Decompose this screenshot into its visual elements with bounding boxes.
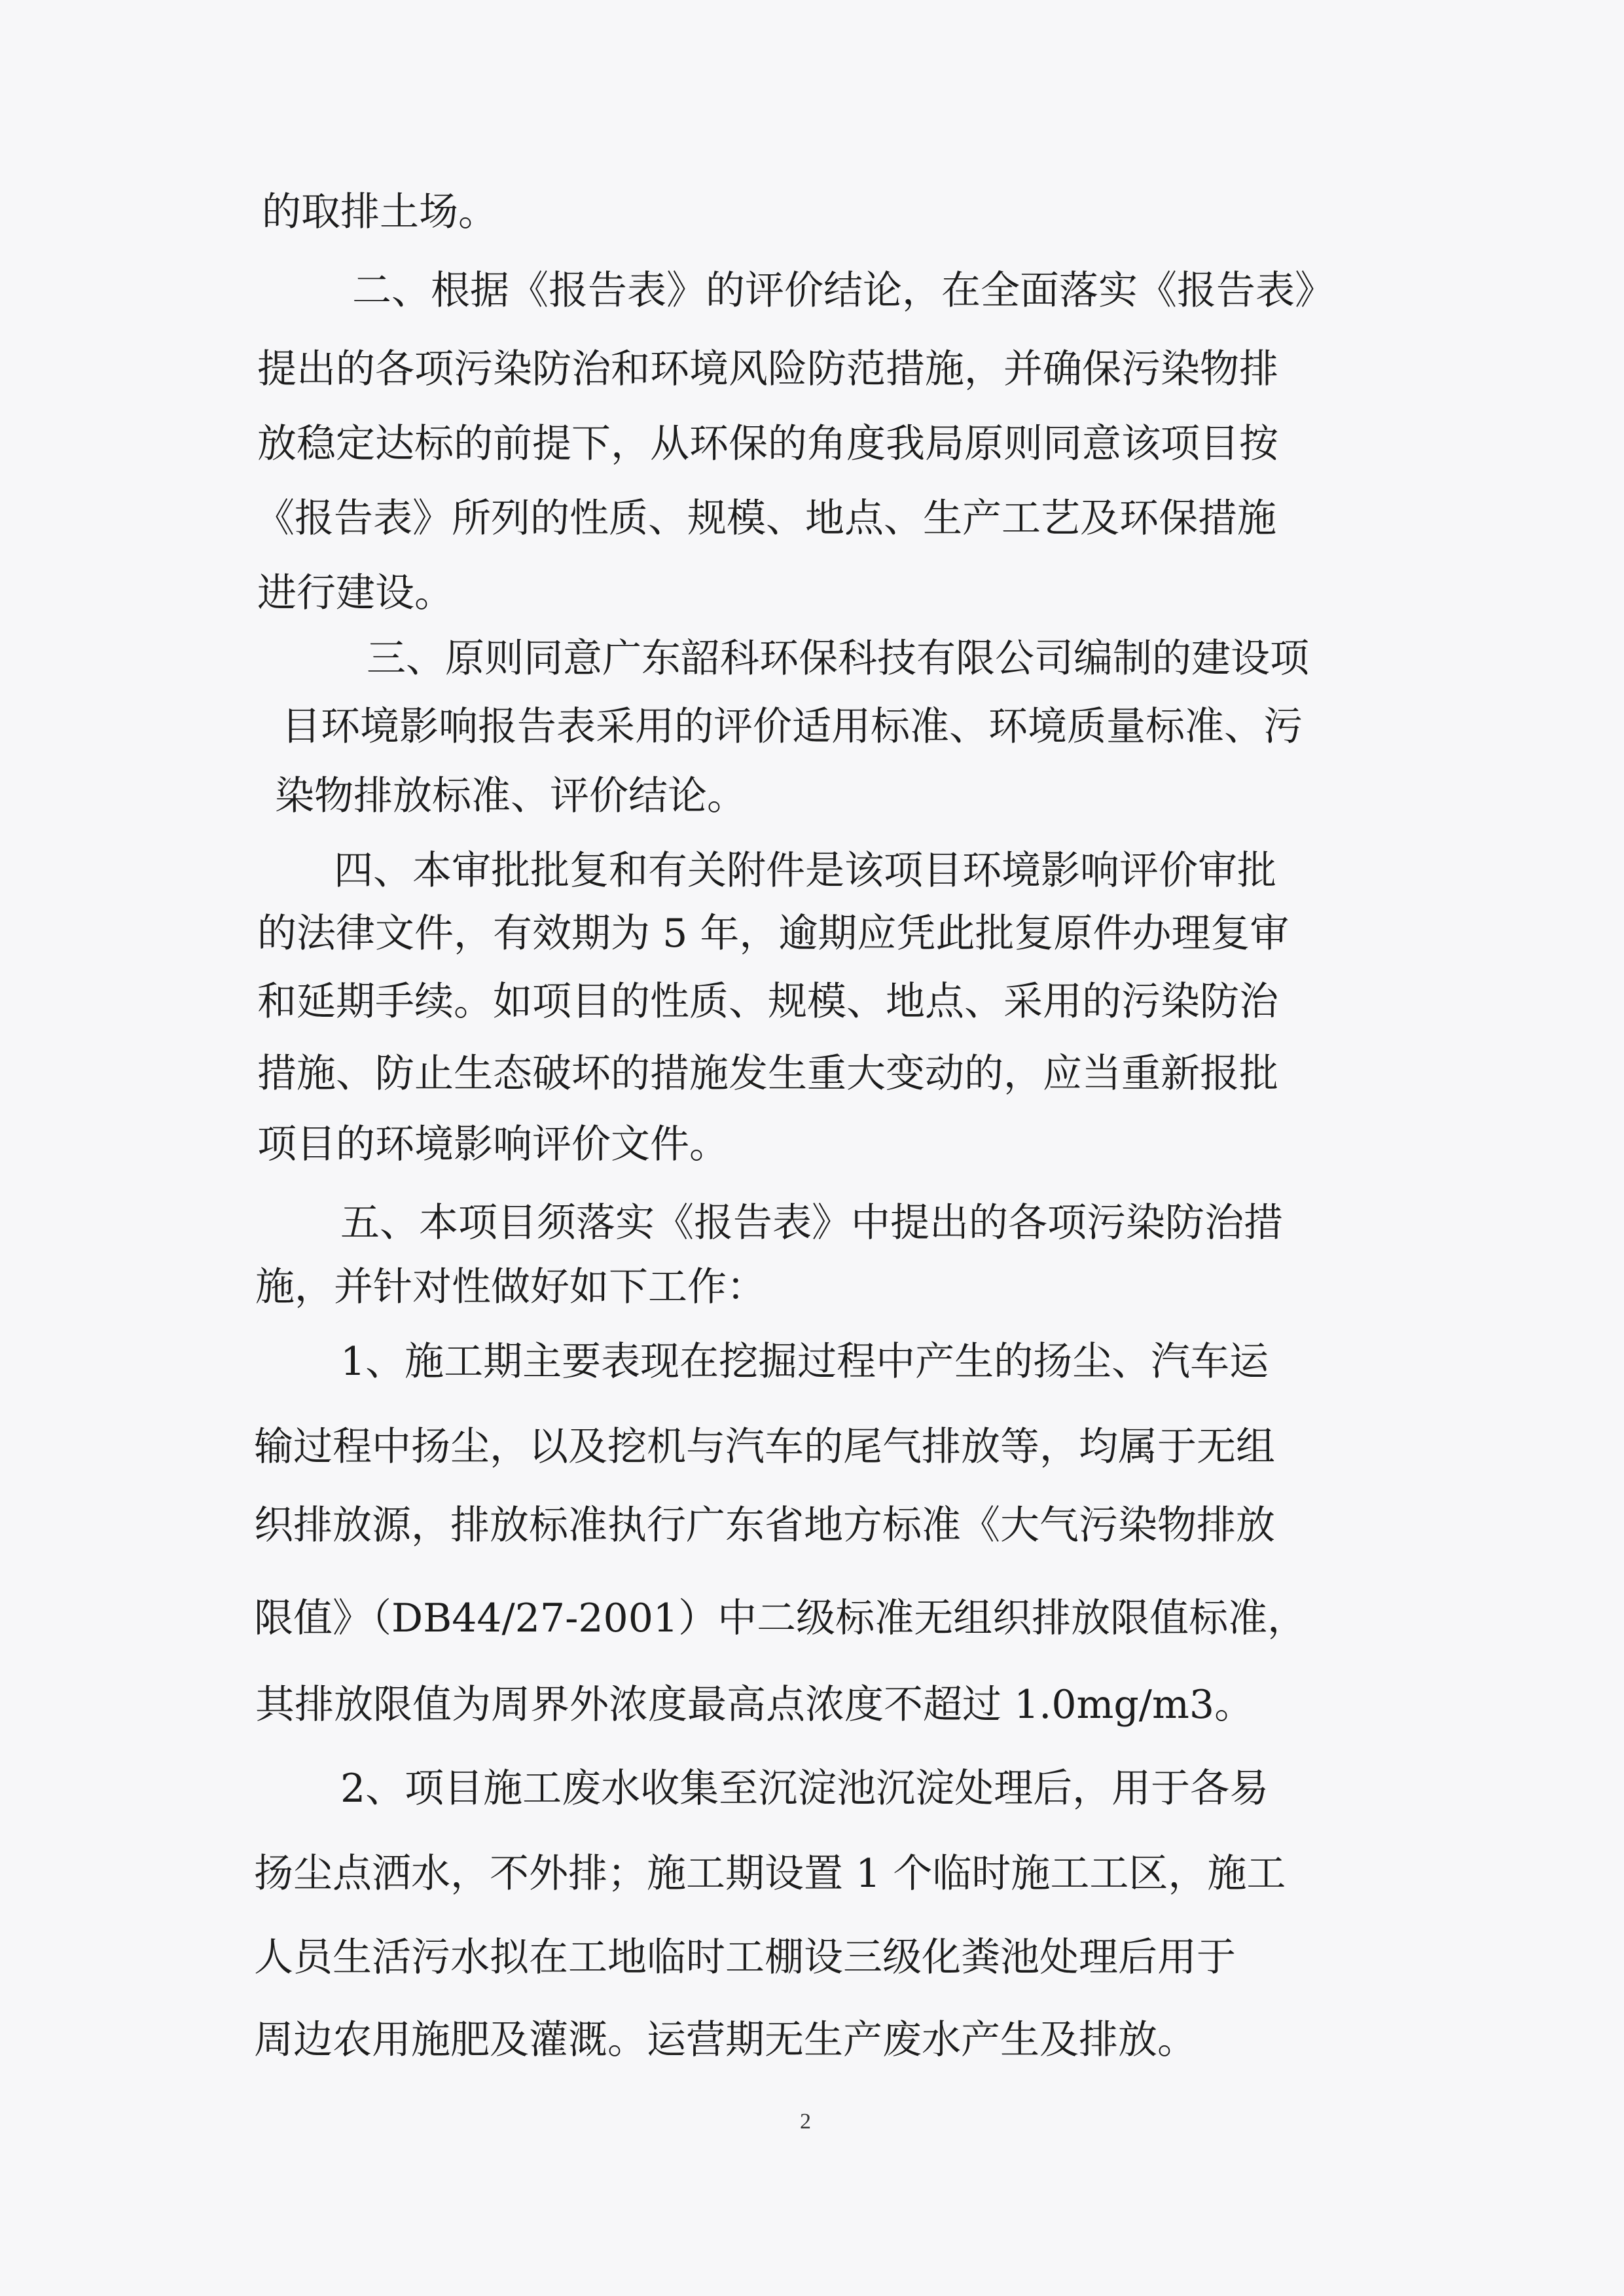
text-line: 提出的各项污染防治和环境风险防范措施，并确保污染物排 [257,346,1278,392]
text-line: 染物排放标准、评价结论。 [275,773,746,819]
text-line: 输过程中扬尘，以及挖机与汽车的尾气排放等，均属于无组 [254,1424,1275,1470]
paragraph-4-start: 四、本审批批复和有关附件是该项目环境影响评价审批 [334,848,1276,894]
text-line: 周边农用施肥及灌溉。运营期无生产废水产生及排放。 [254,2017,1197,2063]
text-line: 扬尘点洒水，不外排；施工期设置 1 个临时施工工区，施工 [254,1851,1286,1897]
text-line: 项目的环境影响评价文件。 [257,1121,729,1167]
paragraph-5-start: 五、本项目须落实《报告表》中提出的各项污染防治措 [340,1200,1283,1246]
text-line: 的法律文件，有效期为 5 年，逾期应凭此批复原件办理复审 [257,911,1290,957]
item-2-start: 2、项目施工废水收集至沉淀池沉淀处理后，用于各易 [340,1766,1269,1812]
paragraph-3-start: 三、原则同意广东韶科环保科技有限公司编制的建设项 [367,636,1309,682]
text-line: 《报告表》所列的性质、规模、地点、生产工艺及环保措施 [255,496,1276,541]
text-line: 限值》（DB44/27-2001）中二级标准无组织排放限值标准， [254,1595,1307,1641]
item-1-start: 1、施工期主要表现在挖掘过程中产生的扬尘、汽车运 [340,1339,1269,1385]
text-line: 放稳定达标的前提下，从环保的角度我局原则同意该项目按 [257,421,1278,467]
text-line: 和延期手续。如项目的性质、规模、地点、采用的污染防治 [257,979,1278,1025]
text-line: 人员生活污水拟在工地临时工棚设三级化粪池处理后用于 [254,1935,1236,1980]
page-number: 2 [800,2109,811,2134]
text-line: 进行建设。 [257,570,454,616]
paragraph-2-start: 二、根据《报告表》的评价结论，在全面落实《报告表》 [352,268,1334,314]
text-line: 的取排土场。 [262,189,497,235]
text-line: 其排放限值为周界外浓度最高点浓度不超过 1.0mg/m3。 [255,1682,1254,1728]
text-line: 目环境影响报告表采用的评价适用标准、环境质量标准、污 [281,704,1303,750]
text-line: 措施、防止生态破坏的措施发生重大变动的，应当重新报批 [257,1051,1278,1097]
text-line: 织排放源，排放标准执行广东省地方标准《大气污染物排放 [254,1503,1275,1548]
text-line: 施，并针对性做好如下工作： [255,1264,766,1310]
